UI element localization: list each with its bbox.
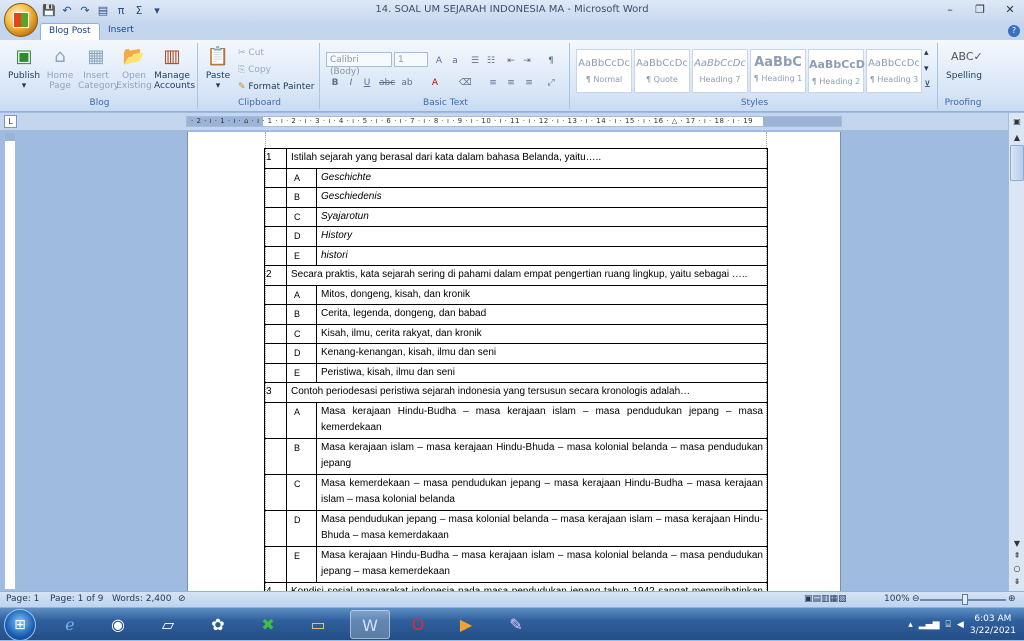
option-letter: C <box>287 207 317 227</box>
style-name: ¶ Normal <box>585 75 623 84</box>
equation-icon[interactable]: Σ <box>135 4 143 17</box>
document-page[interactable] <box>187 132 841 602</box>
next-page-icon[interactable]: ⇟ <box>1013 577 1021 586</box>
zoom-in-icon[interactable]: ⊕ <box>1008 594 1016 604</box>
question-text: Istilah sejarah yang berasal dari kata dalam bahasa Belanda, yaitu….. <box>287 149 768 169</box>
cut-button[interactable] <box>238 47 264 60</box>
document-area[interactable] <box>20 130 1010 590</box>
option-letter: A <box>287 285 317 305</box>
option-row <box>265 324 768 344</box>
style-sample: AaBbCcDc <box>636 58 688 69</box>
ruler-top-margin <box>5 133 15 141</box>
clipboard-group <box>200 43 320 109</box>
scroll-down-icon[interactable]: ▼ <box>1013 539 1021 548</box>
paste-dropdown-icon: ▾ <box>215 81 221 91</box>
option-text: Kenang-kenangan, kisah, ilmu dan seni <box>317 344 768 364</box>
office-logo-icon <box>13 12 29 28</box>
option-row <box>265 246 768 266</box>
question-text: Contoh periodesasi peristiwa sejarah indonesia yang tersusun secara kronologis adalah… <box>287 383 768 403</box>
print-preview-icon[interactable]: ▤ <box>97 4 109 17</box>
window-controls <box>940 2 1020 18</box>
option-row <box>265 344 768 364</box>
option-letter: D <box>287 344 317 364</box>
home-page-button[interactable] <box>42 45 78 91</box>
option-row <box>265 188 768 208</box>
option-spacer <box>265 510 287 546</box>
align-left-icon[interactable]: ≡ <box>489 78 497 88</box>
option-letter: D <box>287 510 317 546</box>
zoom-slider-knob[interactable] <box>962 594 968 605</box>
question-number: 1 <box>265 149 287 169</box>
office-button[interactable] <box>4 3 38 37</box>
files-icon[interactable]: ▱ <box>161 615 175 634</box>
styles-more-icon[interactable]: ⊻ <box>924 80 931 90</box>
status-bar <box>0 591 1024 607</box>
option-row <box>265 363 768 383</box>
option-letter: A <box>287 168 317 188</box>
option-text: Geschichte <box>317 168 768 188</box>
paste-button[interactable] <box>202 45 234 91</box>
italic-icon[interactable]: I <box>349 78 353 88</box>
taskbar <box>0 607 1024 640</box>
ribbon-tabs <box>0 22 1024 40</box>
question-table <box>264 148 768 619</box>
option-row <box>265 438 768 474</box>
styles-scroll-down-icon[interactable]: ▾ <box>924 64 929 74</box>
style-heading-1[interactable] <box>750 49 806 93</box>
signal-icon[interactable]: ▂▄▆ <box>918 619 940 630</box>
option-letter: B <box>287 438 317 474</box>
option-letter: A <box>287 402 317 438</box>
chrome-icon[interactable]: ◉ <box>111 615 125 634</box>
option-spacer <box>265 474 287 510</box>
blog-group-label: Blog <box>89 98 110 108</box>
style-sample: AaBbCcDc <box>868 58 920 69</box>
manage-accounts-label-2: Accounts <box>154 81 196 91</box>
question-row <box>265 383 768 403</box>
option-text: histori <box>317 246 768 266</box>
style-heading-3[interactable] <box>866 49 922 93</box>
option-letter: E <box>287 363 317 383</box>
option-spacer <box>265 227 287 247</box>
style-name: ¶ Heading 2 <box>811 77 861 86</box>
internet-explorer-icon[interactable]: ℯ <box>65 615 75 634</box>
option-row <box>265 305 768 325</box>
option-row <box>265 285 768 305</box>
ruler-toggle-icon[interactable]: ▣ <box>1013 117 1021 126</box>
style-normal[interactable] <box>576 49 632 93</box>
option-row <box>265 168 768 188</box>
option-spacer <box>265 344 287 364</box>
option-spacer <box>265 246 287 266</box>
question-number: 2 <box>265 266 287 286</box>
folder-icon[interactable]: ▭ <box>310 615 326 634</box>
spelling-label: Spelling <box>946 71 982 81</box>
question-text: Secara praktis, kata sejarah sering di pahami dalam empat pengertian ruang lingkup, yaitu sebagai ….. <box>287 266 768 286</box>
styles-launcher-icon[interactable]: ⤢ <box>547 78 555 88</box>
style-sample: AaBbCcDc <box>578 58 630 69</box>
style-name: Heading 7 <box>699 75 741 84</box>
horizontal-ruler[interactable] <box>186 116 842 127</box>
opera-icon[interactable]: O <box>411 615 425 634</box>
excel-icon[interactable]: ✖ <box>261 615 275 634</box>
option-row <box>265 207 768 227</box>
proofing-group-label: Proofing <box>944 98 982 108</box>
option-row <box>265 474 768 510</box>
option-letter: B <box>287 305 317 325</box>
title-bar <box>0 0 1024 22</box>
open-existing-button[interactable] <box>116 45 152 91</box>
word-count[interactable]: Words: 2,400 <box>112 594 172 604</box>
option-spacer <box>265 285 287 305</box>
option-letter: E <box>287 546 317 582</box>
media-icon[interactable]: ✿ <box>211 615 225 634</box>
restore-button[interactable]: ❐ <box>975 3 985 16</box>
option-text: Masa kerajaan islam – masa kerajaan Hindu-Bhuda – masa kolonial belanda – masa pendudukan jepang <box>317 438 768 474</box>
option-text: Masa pendudukan jepang – masa kolonial belanda – masa kerajaan islam – masa kerajaan Hindu-Bhuda – masa kemerdakaan <box>317 510 768 546</box>
option-row <box>265 227 768 247</box>
option-spacer <box>265 402 287 438</box>
highlight-icon[interactable]: ab <box>401 78 413 88</box>
option-text: Kisah, ilmu, cerita rakyat, dan kronik <box>317 324 768 344</box>
volume-icon[interactable]: ◀ <box>956 619 964 630</box>
bullets-icon[interactable]: ☰ <box>470 56 480 66</box>
scissors-icon: ✂ <box>238 48 249 58</box>
manage-accounts-label: Manage <box>154 71 190 81</box>
style-name: ¶ Heading 1 <box>753 74 803 83</box>
option-text: History <box>317 227 768 247</box>
option-text: Cerita, legenda, dongeng, dan babad <box>317 305 768 325</box>
option-spacer <box>265 363 287 383</box>
system-tray <box>908 610 1016 639</box>
style-heading-7[interactable] <box>692 49 748 93</box>
styles-group-label: Styles <box>740 98 769 108</box>
home-page-label-2: Page <box>49 81 71 91</box>
proofing-status-icon[interactable]: ⊘ <box>178 594 186 604</box>
style-sample: AaBbCcDc <box>694 58 746 69</box>
save-icon[interactable]: 💾 <box>42 4 56 17</box>
strikethrough-icon[interactable]: abc <box>379 78 396 88</box>
scroll-thumb[interactable] <box>1010 145 1024 181</box>
proofing-group <box>940 43 986 109</box>
style-sample: AaBbC <box>754 55 802 70</box>
option-spacer <box>265 324 287 344</box>
option-text: Masa kerajaan Hindu-Budha – masa kerajaan islam – masa kolonial belanda – masa pendudukan jepang – masa kemerdekaan <box>317 546 768 582</box>
home-page-label: Home <box>46 71 74 81</box>
open-existing-label: Open <box>121 71 147 81</box>
underline-icon[interactable]: U <box>363 78 371 88</box>
clock[interactable] <box>970 613 1016 637</box>
option-text: Masa kerajaan Hindu-Budha – masa kerajaan islam – masa pendudukan jepang – masa kemerdekaan <box>317 402 768 438</box>
paint-icon[interactable]: ✎ <box>509 615 523 634</box>
manage-accounts-icon: ▥ <box>163 46 181 67</box>
styles-scroll-up-icon[interactable]: ▴ <box>924 48 929 58</box>
option-text: Peristiwa, kisah, ilmu dan seni <box>317 363 768 383</box>
option-spacer <box>265 188 287 208</box>
clipboard-icon: 📋 <box>206 46 230 67</box>
option-text: Masa kemerdekaan – masa pendudukan jepang – masa kerajaan Hindu-Budha – masa kerajaan islam – masa kolonial belanda <box>317 474 768 510</box>
style-name: ¶ Quote <box>646 75 678 84</box>
open-existing-icon: 📂 <box>122 46 146 67</box>
previous-page-icon[interactable]: ⇞ <box>1013 551 1021 560</box>
style-heading-2[interactable] <box>808 49 864 93</box>
numbering-icon[interactable]: ☷ <box>486 56 496 66</box>
clipboard-group-label: Clipboard <box>238 98 281 108</box>
tab-selector-icon[interactable]: L <box>4 115 17 128</box>
pi-symbol-icon[interactable]: π <box>117 4 125 17</box>
zoom-out-icon[interactable]: ⊖ <box>912 594 920 604</box>
tab-blog-post[interactable]: Blog Post <box>40 23 100 40</box>
publish-button[interactable] <box>6 45 42 91</box>
option-text: Syajarotun <box>317 207 768 227</box>
font-color-icon[interactable]: A <box>431 78 439 88</box>
option-letter: E <box>287 246 317 266</box>
ribbon <box>0 40 1024 112</box>
option-letter: C <box>287 474 317 510</box>
tab-insert[interactable]: Insert <box>108 25 134 35</box>
spelling-check-icon: ABC✓ <box>951 50 983 63</box>
paintbrush-icon: ✎ <box>238 82 249 92</box>
publish-dropdown-icon: ▾ <box>21 81 27 91</box>
pilcrow-icon[interactable]: ¶ <box>548 56 554 66</box>
insert-category-label-2: Category <box>78 81 120 91</box>
style-name: ¶ Heading 3 <box>869 75 919 84</box>
clock-date: 3/22/2021 <box>969 625 1016 636</box>
ruler-row <box>0 113 1024 130</box>
open-existing-label-2: Existing <box>116 81 152 91</box>
minimize-button[interactable]: – <box>947 3 953 16</box>
grow-font-icon[interactable]: A <box>435 56 443 66</box>
spelling-button[interactable] <box>944 45 984 81</box>
insert-category-label: Insert <box>83 71 109 81</box>
publish-label: Publish <box>7 71 41 81</box>
option-letter: B <box>287 188 317 208</box>
shrink-font-icon[interactable]: a <box>452 56 458 66</box>
basic-text-group <box>322 43 570 109</box>
redo-icon[interactable]: ↷ <box>80 4 90 17</box>
copy-label: Copy <box>248 65 271 75</box>
copy-button[interactable] <box>238 64 271 77</box>
bold-icon[interactable]: B <box>331 78 339 88</box>
page-indicator[interactable]: Page: 1 <box>6 594 40 604</box>
clock-time: 6:03 AM <box>974 613 1012 624</box>
scroll-up-icon[interactable]: ▲ <box>1013 133 1021 142</box>
font-name-box[interactable]: Calibri (Body) <box>326 52 392 67</box>
manage-accounts-button[interactable] <box>154 45 196 91</box>
customize-qat-icon[interactable]: ▾ <box>154 4 160 17</box>
font-size-box[interactable]: 1 <box>394 52 428 67</box>
increase-indent-icon[interactable]: ⇥ <box>523 56 531 66</box>
option-spacer <box>265 546 287 582</box>
network-icon[interactable]: ⌸ <box>945 619 951 630</box>
option-row <box>265 546 768 582</box>
copy-icon: ⎘ <box>238 65 249 75</box>
media-player-icon[interactable]: ▶ <box>459 615 473 634</box>
vertical-scrollbar[interactable] <box>1008 113 1024 591</box>
format-painter-label: Format Painter <box>248 82 315 92</box>
align-center-icon[interactable]: ≡ <box>507 78 515 88</box>
home-page-icon: ⌂ <box>54 46 66 67</box>
view-buttons-icon[interactable]: ▣▤▥▦▧ <box>804 594 847 604</box>
style-sample: AaBbCcD <box>809 58 865 71</box>
option-spacer <box>265 207 287 227</box>
option-row <box>265 402 768 438</box>
page-count[interactable]: Page: 1 of 9 <box>50 594 104 604</box>
decrease-indent-icon[interactable]: ⇤ <box>507 56 515 66</box>
ruler-ticks: · 2 · ı · 1 · ı · ⌂ · ı · 1 · ı · 2 · ı · 3 · ı · 4 · ı · 5 · ı · 6 · ı · 7 · ı · 8 · ı · 9 · ı · 10 · ı · 11 · ı · 12 · ı · 13 · ı · 14 · ı · 15 · ı · 16 · △ · 17 · ı · 18 · ı · 19 <box>191 117 754 125</box>
option-spacer <box>265 168 287 188</box>
paste-label: Paste <box>205 71 231 81</box>
option-text: Geschiedenis <box>317 188 768 208</box>
option-letter: D <box>287 227 317 247</box>
option-row <box>265 510 768 546</box>
vertical-ruler[interactable] <box>4 132 16 590</box>
window-title: 14. SOAL UM SEJARAH INDONESIA MA - Microsoft Word <box>375 4 649 15</box>
styles-group <box>572 43 938 109</box>
question-row <box>265 149 768 169</box>
format-painter-button[interactable] <box>238 81 315 94</box>
insert-category-icon: ▦ <box>87 46 105 67</box>
option-letter: C <box>287 324 317 344</box>
undo-icon[interactable]: ↶ <box>62 4 72 17</box>
show-hidden-icons-icon[interactable]: ▴ <box>908 619 913 630</box>
start-button[interactable]: ⊞ <box>4 609 36 641</box>
option-text: Mitos, dongeng, kisah, dan kronik <box>317 285 768 305</box>
blog-group <box>2 43 198 109</box>
question-number: 3 <box>265 383 287 403</box>
select-browse-object-icon[interactable]: ○ <box>1013 564 1021 573</box>
publish-icon: ▣ <box>15 46 33 67</box>
align-right-icon[interactable]: ≡ <box>525 78 533 88</box>
help-icon[interactable]: ? <box>1008 25 1020 37</box>
insert-category-button[interactable] <box>78 45 120 91</box>
zoom-level[interactable]: 100% <box>884 594 910 604</box>
word-icon[interactable]: W <box>350 610 390 639</box>
option-spacer <box>265 305 287 325</box>
question-row <box>265 266 768 286</box>
cut-label: Cut <box>248 48 264 58</box>
ruler-right-margin <box>763 117 841 126</box>
style-quote[interactable] <box>634 49 690 93</box>
basic-text-group-label: Basic Text <box>423 98 468 108</box>
close-button[interactable]: ✕ <box>1005 3 1015 16</box>
clear-format-icon[interactable]: ⌫ <box>459 78 472 88</box>
option-spacer <box>265 438 287 474</box>
